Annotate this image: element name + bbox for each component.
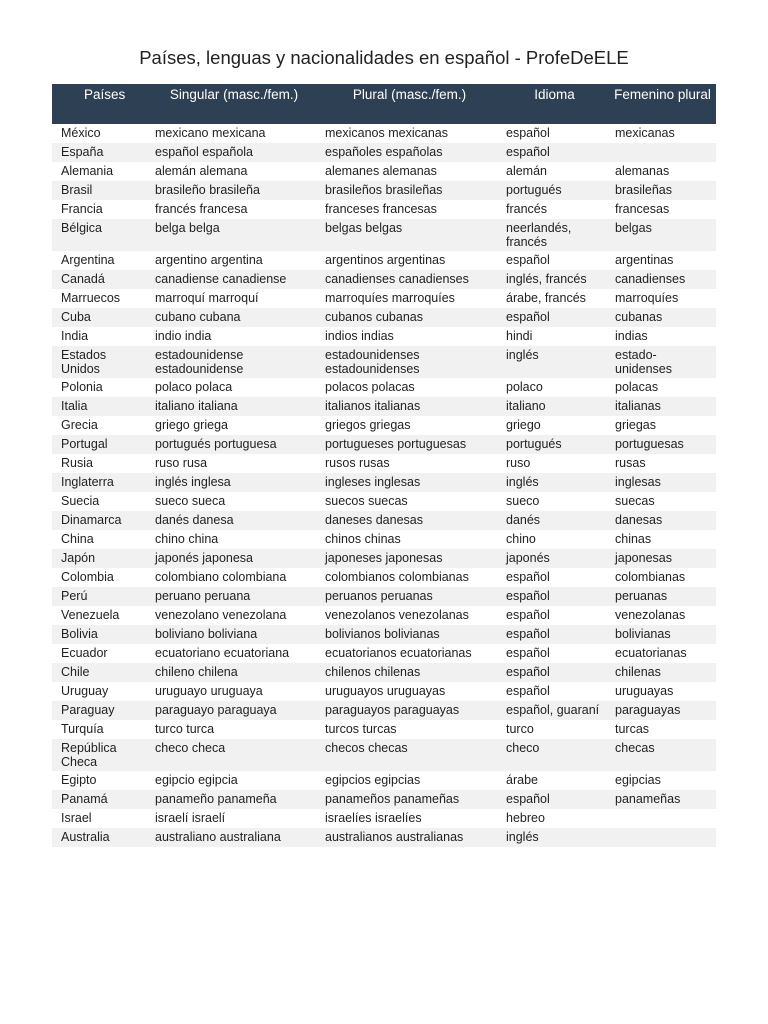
cell-femenino-plural: alemanas — [609, 162, 716, 181]
table-row — [52, 587, 716, 606]
cell-singular: australiano australiana — [149, 828, 319, 847]
cell-femenino-plural: cubanas — [609, 308, 716, 327]
cell-idioma: español — [500, 606, 609, 625]
table-row — [52, 327, 716, 346]
column-header-plural: Plural (masc./fem.) — [319, 84, 500, 124]
cell-femenino-plural: mexicanas — [609, 124, 716, 143]
cell-idioma: japonés — [500, 549, 609, 568]
cell-singular: boliviano boliviana — [149, 625, 319, 644]
table-row — [52, 378, 716, 397]
table-row — [52, 663, 716, 682]
cell-pais: Brasil — [52, 181, 149, 200]
cell-idioma: checo — [500, 739, 609, 771]
cell-idioma: español — [500, 644, 609, 663]
cell-singular: cubano cubana — [149, 308, 319, 327]
cell-singular: alemán alemana — [149, 162, 319, 181]
cell-singular: chino china — [149, 530, 319, 549]
cell-femenino-plural: rusas — [609, 454, 716, 473]
cell-idioma: chino — [500, 530, 609, 549]
cell-plural: estadounidenses estadounidenses — [319, 346, 500, 378]
cell-femenino-plural: italianas — [609, 397, 716, 416]
table-row — [52, 200, 716, 219]
cell-femenino-plural: japonesas — [609, 549, 716, 568]
cell-pais: Dinamarca — [52, 511, 149, 530]
cell-plural: chinos chinas — [319, 530, 500, 549]
cell-idioma: hebreo — [500, 809, 609, 828]
table-row — [52, 308, 716, 327]
cell-plural: marroquíes marroquíes — [319, 289, 500, 308]
cell-singular: venezolano venezolana — [149, 606, 319, 625]
cell-femenino-plural: inglesas — [609, 473, 716, 492]
table-row — [52, 435, 716, 454]
cell-pais: Portugal — [52, 435, 149, 454]
table-row — [52, 701, 716, 720]
cell-femenino-plural: egipcias — [609, 771, 716, 790]
table-row — [52, 124, 716, 143]
cell-plural: uruguayos uruguayas — [319, 682, 500, 701]
column-header-femenino-plural: Femenino plural — [609, 84, 716, 124]
table-row — [52, 828, 716, 847]
cell-singular: japonés japonesa — [149, 549, 319, 568]
cell-idioma: griego — [500, 416, 609, 435]
cell-idioma: neerlandés, francés — [500, 219, 609, 251]
page-title: Países, lenguas y nacionalidades en español - ProfeDeELE — [139, 47, 629, 68]
cell-pais: Rusia — [52, 454, 149, 473]
cell-plural: mexicanos mexicanas — [319, 124, 500, 143]
cell-femenino-plural: venezolanas — [609, 606, 716, 625]
cell-singular: ruso rusa — [149, 454, 319, 473]
cell-pais: Grecia — [52, 416, 149, 435]
cell-plural: bolivianos bolivianas — [319, 625, 500, 644]
column-header-singular: Singular (masc./fem.) — [149, 84, 319, 124]
cell-pais: Egipto — [52, 771, 149, 790]
cell-pais: Alemania — [52, 162, 149, 181]
cell-femenino-plural: bolivianas — [609, 625, 716, 644]
cell-idioma: español — [500, 568, 609, 587]
cell-pais: Uruguay — [52, 682, 149, 701]
table-row — [52, 549, 716, 568]
cell-idioma: turco — [500, 720, 609, 739]
cell-plural: alemanes alemanas — [319, 162, 500, 181]
cell-femenino-plural: polacas — [609, 378, 716, 397]
cell-pais: Japón — [52, 549, 149, 568]
cell-plural: brasileños brasileñas — [319, 181, 500, 200]
cell-idioma: español — [500, 251, 609, 270]
cell-idioma: árabe, francés — [500, 289, 609, 308]
cell-idioma: español, guaraní — [500, 701, 609, 720]
cell-femenino-plural: ecuatorianas — [609, 644, 716, 663]
cell-singular: turco turca — [149, 720, 319, 739]
table-row — [52, 511, 716, 530]
cell-singular: estadounidense estadounidense — [149, 346, 319, 378]
cell-idioma: sueco — [500, 492, 609, 511]
cell-singular: chileno chilena — [149, 663, 319, 682]
column-header-paises: Países — [52, 84, 149, 124]
cell-plural: peruanos peruanas — [319, 587, 500, 606]
cell-femenino-plural: paraguayas — [609, 701, 716, 720]
cell-pais: República Checa — [52, 739, 149, 771]
cell-femenino-plural: turcas — [609, 720, 716, 739]
cell-plural: japoneses japonesas — [319, 549, 500, 568]
cell-idioma: ruso — [500, 454, 609, 473]
cell-idioma: español — [500, 663, 609, 682]
table-row — [52, 625, 716, 644]
cell-idioma: español — [500, 790, 609, 809]
cell-femenino-plural: indias — [609, 327, 716, 346]
table-row — [52, 809, 716, 828]
cell-plural: checos checas — [319, 739, 500, 771]
cell-plural: rusos rusas — [319, 454, 500, 473]
cell-plural: israelíes israelíes — [319, 809, 500, 828]
table-row — [52, 397, 716, 416]
cell-idioma: español — [500, 143, 609, 162]
cell-femenino-plural: brasileñas — [609, 181, 716, 200]
cell-singular: brasileño brasileña — [149, 181, 319, 200]
cell-pais: Paraguay — [52, 701, 149, 720]
cell-idioma: inglés — [500, 828, 609, 847]
cell-plural: portugueses portuguesas — [319, 435, 500, 454]
cell-plural: belgas belgas — [319, 219, 500, 251]
cell-idioma: danés — [500, 511, 609, 530]
cell-femenino-plural — [609, 828, 716, 847]
cell-idioma: inglés — [500, 346, 609, 378]
table-row — [52, 454, 716, 473]
cell-plural: venezolanos venezolanas — [319, 606, 500, 625]
cell-plural: colombianos colombianas — [319, 568, 500, 587]
cell-singular: ecuatoriano ecuatoriana — [149, 644, 319, 663]
cell-femenino-plural: panameñas — [609, 790, 716, 809]
cell-plural: italianos italianas — [319, 397, 500, 416]
cell-femenino-plural: griegas — [609, 416, 716, 435]
cell-singular: italiano italiana — [149, 397, 319, 416]
cell-pais: Ecuador — [52, 644, 149, 663]
cell-pais: Suecia — [52, 492, 149, 511]
cell-idioma: portugués — [500, 435, 609, 454]
cell-plural: ecuatorianos ecuatorianas — [319, 644, 500, 663]
table-row — [52, 771, 716, 790]
cell-pais: Polonia — [52, 378, 149, 397]
cell-femenino-plural: marroquíes — [609, 289, 716, 308]
cell-plural: daneses danesas — [319, 511, 500, 530]
cell-plural: panameños panameñas — [319, 790, 500, 809]
cell-singular: checo checa — [149, 739, 319, 771]
table-row — [52, 739, 716, 771]
cell-pais: Estados Unidos — [52, 346, 149, 378]
table-row — [52, 473, 716, 492]
cell-pais: Turquía — [52, 720, 149, 739]
cell-singular: sueco sueca — [149, 492, 319, 511]
cell-idioma: español — [500, 625, 609, 644]
table-row — [52, 219, 716, 251]
cell-femenino-plural — [609, 143, 716, 162]
cell-singular: paraguayo paraguaya — [149, 701, 319, 720]
table-row — [52, 346, 716, 378]
cell-pais: Cuba — [52, 308, 149, 327]
cell-singular: colombiano colombiana — [149, 568, 319, 587]
cell-pais: Israel — [52, 809, 149, 828]
table-row — [52, 270, 716, 289]
table-row — [52, 606, 716, 625]
cell-pais: Perú — [52, 587, 149, 606]
cell-plural: turcos turcas — [319, 720, 500, 739]
table-row — [52, 568, 716, 587]
cell-plural: chilenos chilenas — [319, 663, 500, 682]
table-row — [52, 720, 716, 739]
cell-singular: uruguayo uruguaya — [149, 682, 319, 701]
cell-singular: peruano peruana — [149, 587, 319, 606]
cell-plural: griegos griegas — [319, 416, 500, 435]
cell-pais: España — [52, 143, 149, 162]
cell-idioma: hindi — [500, 327, 609, 346]
table-header — [52, 84, 716, 124]
cell-femenino-plural: suecas — [609, 492, 716, 511]
cell-plural: polacos polacas — [319, 378, 500, 397]
cell-femenino-plural: canadienses — [609, 270, 716, 289]
cell-femenino-plural: francesas — [609, 200, 716, 219]
cell-singular: argentino argentina — [149, 251, 319, 270]
cell-idioma: portugués — [500, 181, 609, 200]
cell-singular: español española — [149, 143, 319, 162]
table-row — [52, 416, 716, 435]
cell-pais: India — [52, 327, 149, 346]
cell-plural: indios indias — [319, 327, 500, 346]
cell-idioma: árabe — [500, 771, 609, 790]
column-header-idioma: Idioma — [500, 84, 609, 124]
cell-singular: canadiense canadiense — [149, 270, 319, 289]
cell-singular: belga belga — [149, 219, 319, 251]
cell-femenino-plural: chilenas — [609, 663, 716, 682]
cell-femenino-plural — [609, 809, 716, 828]
table-row — [52, 162, 716, 181]
cell-singular: panameño panameña — [149, 790, 319, 809]
cell-singular: israelí israelí — [149, 809, 319, 828]
cell-singular: portugués portuguesa — [149, 435, 319, 454]
cell-pais: Panamá — [52, 790, 149, 809]
cell-pais: México — [52, 124, 149, 143]
cell-plural: cubanos cubanas — [319, 308, 500, 327]
cell-idioma: alemán — [500, 162, 609, 181]
cell-pais: Bolivia — [52, 625, 149, 644]
cell-plural: españoles españolas — [319, 143, 500, 162]
cell-singular: mexicano mexicana — [149, 124, 319, 143]
cell-plural: canadienses canadienses — [319, 270, 500, 289]
cell-pais: Italia — [52, 397, 149, 416]
cell-pais: Venezuela — [52, 606, 149, 625]
cell-idioma: francés — [500, 200, 609, 219]
cell-femenino-plural: uruguayas — [609, 682, 716, 701]
table-row — [52, 644, 716, 663]
cell-plural: suecos suecas — [319, 492, 500, 511]
cell-singular: egipcio egipcia — [149, 771, 319, 790]
nationalities-table — [52, 84, 716, 847]
cell-idioma: italiano — [500, 397, 609, 416]
cell-idioma: español — [500, 587, 609, 606]
cell-idioma: inglés — [500, 473, 609, 492]
cell-singular: indio india — [149, 327, 319, 346]
table-row — [52, 251, 716, 270]
cell-singular: inglés inglesa — [149, 473, 319, 492]
cell-pais: Argentina — [52, 251, 149, 270]
cell-singular: danés danesa — [149, 511, 319, 530]
cell-plural: egipcios egipcias — [319, 771, 500, 790]
cell-femenino-plural: chinas — [609, 530, 716, 549]
cell-pais: Inglaterra — [52, 473, 149, 492]
table-row — [52, 143, 716, 162]
cell-femenino-plural: colombianas — [609, 568, 716, 587]
cell-pais: Marruecos — [52, 289, 149, 308]
cell-singular: marroquí marroquí — [149, 289, 319, 308]
cell-pais: Francia — [52, 200, 149, 219]
cell-femenino-plural: belgas — [609, 219, 716, 251]
cell-pais: Colombia — [52, 568, 149, 587]
cell-pais: Canadá — [52, 270, 149, 289]
cell-idioma: español — [500, 682, 609, 701]
table-row — [52, 289, 716, 308]
cell-pais: China — [52, 530, 149, 549]
cell-singular: francés francesa — [149, 200, 319, 219]
cell-idioma: polaco — [500, 378, 609, 397]
cell-femenino-plural: portuguesas — [609, 435, 716, 454]
table-row — [52, 492, 716, 511]
cell-idioma: español — [500, 124, 609, 143]
cell-femenino-plural: danesas — [609, 511, 716, 530]
cell-femenino-plural: peruanas — [609, 587, 716, 606]
table-row — [52, 181, 716, 200]
cell-femenino-plural: checas — [609, 739, 716, 771]
table-body — [52, 124, 716, 847]
cell-plural: franceses francesas — [319, 200, 500, 219]
cell-femenino-plural: estado-unidenses — [609, 346, 716, 378]
table-row — [52, 530, 716, 549]
cell-idioma: español — [500, 308, 609, 327]
cell-pais: Australia — [52, 828, 149, 847]
cell-plural: australianos australianas — [319, 828, 500, 847]
table-row — [52, 682, 716, 701]
cell-plural: paraguayos paraguayas — [319, 701, 500, 720]
table-row — [52, 790, 716, 809]
cell-singular: polaco polaca — [149, 378, 319, 397]
cell-idioma: inglés, francés — [500, 270, 609, 289]
header-row — [52, 84, 716, 124]
cell-plural: ingleses inglesas — [319, 473, 500, 492]
cell-singular: griego griega — [149, 416, 319, 435]
cell-pais: Chile — [52, 663, 149, 682]
cell-pais: Bélgica — [52, 219, 149, 251]
cell-plural: argentinos argentinas — [319, 251, 500, 270]
cell-femenino-plural: argentinas — [609, 251, 716, 270]
